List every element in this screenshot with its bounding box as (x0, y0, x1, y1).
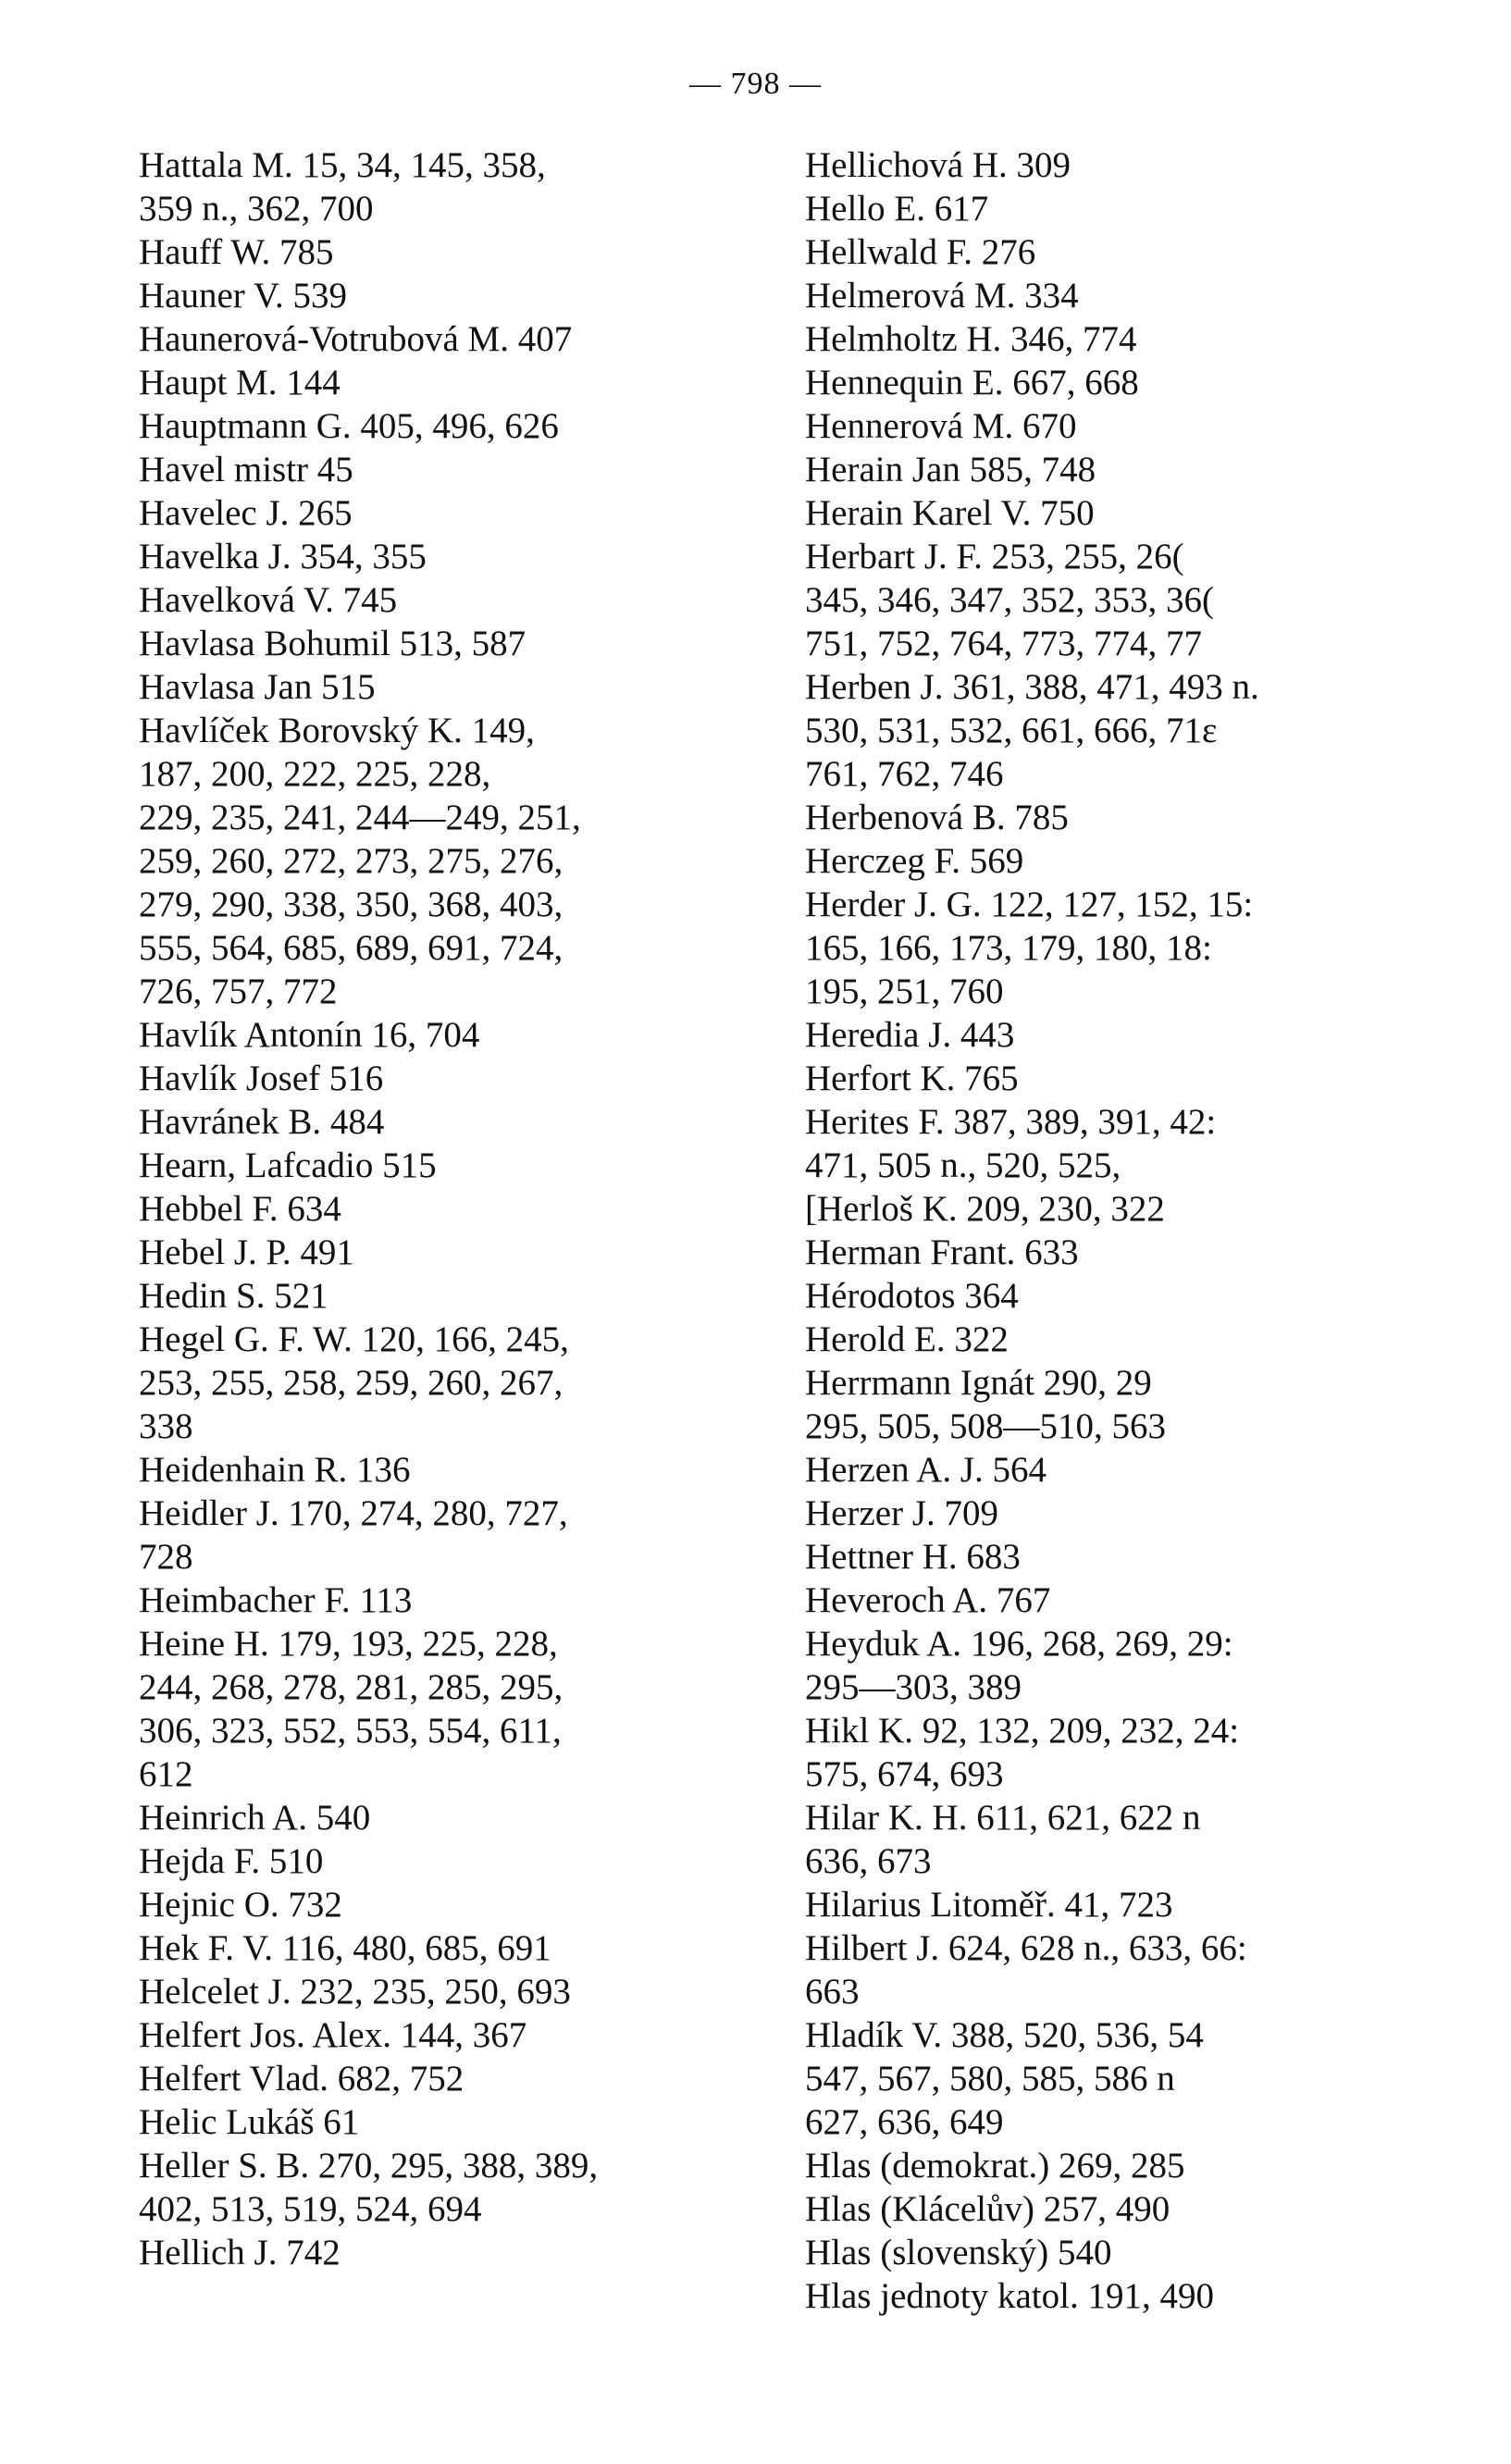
index-entry-heading: Herzen A. J. 564 (805, 1450, 1047, 1490)
index-entry (139, 1796, 768, 1839)
index-entry (805, 839, 1508, 883)
index-entry (805, 2274, 1508, 2318)
index-entry-heading: Heredia J. 443 (805, 1015, 1015, 1055)
index-entry-heading: Heyduk A. 196, 268, 269, 29: (805, 1624, 1233, 1664)
index-entry-heading: Hérodotos 364 (805, 1276, 1019, 1316)
index-entry-heading: Helmholtz H. 346, 774 (805, 319, 1137, 359)
index-entry (805, 491, 1508, 535)
index-entry-heading: Hlas (Klácelův) 257, 490 (805, 2189, 1170, 2229)
index-entry-heading: Havelková V. 745 (139, 580, 398, 620)
index-entry (139, 143, 768, 230)
index-entry-continuation: 575, 674, 693 (805, 1754, 1004, 1794)
index-entry-heading: Hellwald F. 276 (805, 232, 1036, 272)
index-entry (139, 1622, 768, 1796)
index-entry-heading: Hennequin E. 667, 668 (805, 363, 1139, 402)
index-entry (139, 1274, 768, 1318)
index-entry-heading: Hilar K. H. 611, 621, 622 n (805, 1798, 1201, 1838)
index-entry-continuation: 761, 762, 746 (805, 754, 1004, 794)
index-entry-heading: Helmerová M. 334 (805, 276, 1079, 316)
index-entry (139, 230, 768, 274)
index-entry (139, 622, 768, 665)
index-entry-heading: Hilbert J. 624, 628 n., 633, 66: (805, 1928, 1247, 1968)
index-entry-heading: Hedin S. 521 (139, 1276, 328, 1316)
index-entry-continuation: 195, 251, 760 (805, 972, 1004, 1011)
index-entry (805, 1100, 1508, 1187)
index-entry-heading: Herold E. 322 (805, 1319, 1009, 1359)
index-entry (139, 274, 768, 317)
index-entry (805, 317, 1508, 361)
index-entry-heading: Havlík Josef 516 (139, 1059, 384, 1098)
index-entry (139, 1579, 768, 1622)
index-entry-heading: Herain Karel V. 750 (805, 493, 1095, 533)
index-entry-heading: [Herloš K. 209, 230, 322 (805, 1189, 1165, 1229)
index-entry (139, 665, 768, 709)
index-entry-heading: Hilarius Litoměř. 41, 723 (805, 1885, 1173, 1925)
index-entry (805, 883, 1508, 1013)
index-entry-heading: Heidler J. 170, 274, 280, 727, (139, 1493, 568, 1533)
index-entry (139, 1492, 768, 1579)
index-entry-continuation: 547, 567, 580, 585, 586 n (805, 2059, 1175, 2099)
index-entry-heading: Hladík V. 388, 520, 536, 54 (805, 2015, 1204, 2055)
index-entry-continuation: 295, 505, 508—510, 563 (805, 1406, 1166, 1446)
index-entry-heading: Helic Lukáš 61 (139, 2102, 360, 2142)
index-entry (805, 1926, 1508, 2013)
index-entry (139, 491, 768, 535)
index-entry-continuation: 165, 166, 173, 179, 180, 18: (805, 928, 1212, 968)
index-entry-heading: Herain Jan 585, 748 (805, 450, 1096, 489)
index-entry (139, 709, 768, 1013)
index-entry-continuation: 244, 268, 278, 281, 285, 295, (139, 1667, 564, 1707)
index-entry-heading: Hearn, Lafcadio 515 (139, 1145, 437, 1185)
index-entry-heading: Herben J. 361, 388, 471, 493 n. (805, 667, 1259, 707)
index-entry-heading: Herbart J. F. 253, 255, 26( (805, 537, 1184, 576)
index-entry (139, 1057, 768, 1100)
index-entry-heading: Havelka J. 354, 355 (139, 537, 427, 576)
index-entry (139, 1970, 768, 2013)
index-entry-heading: Heimbacher F. 113 (139, 1580, 413, 1620)
index-entry-heading: Herfort K. 765 (805, 1059, 1019, 1098)
index-entry-continuation: 359 n., 362, 700 (139, 189, 374, 229)
index-entry-heading: Hebbel F. 634 (139, 1189, 341, 1229)
index-entry (139, 2144, 768, 2231)
index-entry (139, 448, 768, 491)
index-entry-continuation: 636, 673 (805, 1841, 932, 1881)
index-entry (805, 274, 1508, 317)
index-entry (139, 1100, 768, 1144)
index-entry (139, 1144, 768, 1187)
index-entry (805, 2013, 1508, 2144)
index-entry (805, 230, 1508, 274)
index-entry-continuation: 187, 200, 222, 225, 228, (139, 754, 491, 794)
index-entry (805, 404, 1508, 448)
index-entry (805, 1535, 1508, 1579)
index-entry-heading: Herbenová B. 785 (805, 798, 1069, 837)
index-entry (805, 1318, 1508, 1361)
index-entry (805, 1013, 1508, 1057)
index-entry-heading: Hek F. V. 116, 480, 685, 691 (139, 1928, 551, 1968)
index-entry-heading: Hellich J. 742 (139, 2233, 341, 2272)
index-entry (805, 143, 1508, 187)
index-entry-continuation: 728 (139, 1537, 193, 1577)
index-entry-heading: Heine H. 179, 193, 225, 228, (139, 1624, 558, 1664)
index-entry-continuation: 306, 323, 552, 553, 554, 611, (139, 1711, 562, 1751)
index-entry-heading: Hlas (demokrat.) 269, 285 (805, 2146, 1185, 2185)
index-entry (805, 187, 1508, 230)
index-entry-heading: Heidenhain R. 136 (139, 1450, 411, 1490)
index-entry (805, 1231, 1508, 1274)
index-entry-continuation: 259, 260, 272, 273, 275, 276, (139, 841, 564, 881)
index-entry-continuation: 627, 636, 649 (805, 2102, 1004, 2142)
index-entry (805, 1492, 1508, 1535)
index-entry (139, 1187, 768, 1231)
index-entry-heading: Havlasa Jan 515 (139, 667, 376, 707)
index-entry-heading: Hennerová M. 670 (805, 406, 1077, 446)
index-entry (139, 535, 768, 578)
index-entry-heading: Haupt M. 144 (139, 363, 341, 402)
index-entry-continuation: 471, 505 n., 520, 525, (805, 1145, 1121, 1185)
index-entry (805, 1579, 1508, 1622)
index-entry-continuation: 229, 235, 241, 244—249, 251, (139, 798, 581, 837)
index-entry-heading: Hauner V. 539 (139, 276, 347, 316)
index-entry-heading: Hejnic O. 732 (139, 1885, 342, 1925)
index-entry (139, 361, 768, 404)
index-entry (805, 1622, 1508, 1709)
index-entry-heading: Hebel J. P. 491 (139, 1232, 354, 1272)
index-entry-heading: Hlas jednoty katol. 191, 490 (805, 2276, 1214, 2316)
index-entry-heading: Havlík Antonín 16, 704 (139, 1015, 480, 1055)
index-entry (139, 317, 768, 361)
index-entry-heading: Helcelet J. 232, 235, 250, 693 (139, 1972, 571, 2012)
index-entry-heading: Herczeg F. 569 (805, 841, 1024, 881)
index-entry (139, 404, 768, 448)
index-entry (139, 2100, 768, 2144)
index-column-right (805, 143, 1508, 2318)
index-entry-heading: Herites F. 387, 389, 391, 42: (805, 1102, 1217, 1142)
index-entry (139, 2013, 768, 2057)
index-entry (139, 1318, 768, 1448)
index-entry (805, 1709, 1508, 1796)
index-entry (805, 535, 1508, 665)
index-entry-heading: Havelec J. 265 (139, 493, 353, 533)
index-entry-continuation: 612 (139, 1754, 193, 1794)
index-entry-heading: Hegel G. F. W. 120, 166, 245, (139, 1319, 569, 1359)
index-entry-heading: Hauptmann G. 405, 496, 626 (139, 406, 559, 446)
index-entry-heading: Herrmann Ignát 290, 29 (805, 1363, 1152, 1403)
index-entry (805, 1361, 1508, 1448)
index-entry-continuation: 279, 290, 338, 350, 368, 403, (139, 885, 564, 924)
index-entry-heading: Havránek B. 484 (139, 1102, 385, 1142)
index-entry (139, 578, 768, 622)
index-entry (805, 665, 1508, 796)
index-column-left (139, 143, 768, 2274)
index-entry-heading: Havel mistr 45 (139, 450, 353, 489)
index-entry-heading: Haunerová-Votrubová M. 407 (139, 319, 573, 359)
index-entry-heading: Hettner H. 683 (805, 1537, 1021, 1577)
index-entry (805, 796, 1508, 839)
index-entry-heading: Havlíček Borovský K. 149, (139, 711, 535, 750)
index-entry (139, 1448, 768, 1492)
index-entry-heading: Hejda F. 510 (139, 1841, 324, 1881)
index-entry-continuation: 253, 255, 258, 259, 260, 267, (139, 1363, 564, 1403)
index-entry-heading: Herder J. G. 122, 127, 152, 15: (805, 885, 1254, 924)
index-entry-heading: Herzer J. 709 (805, 1493, 998, 1533)
index-entry-continuation: 726, 757, 772 (139, 972, 338, 1011)
index-entry-heading: Hattala M. 15, 34, 145, 358, (139, 145, 546, 185)
index-entry-continuation: 751, 752, 764, 773, 774, 77 (805, 624, 1202, 663)
index-entry-heading: Heinrich A. 540 (139, 1798, 371, 1838)
index-entry (805, 448, 1508, 491)
index-entry-continuation: 530, 531, 532, 661, 666, 71ε (805, 711, 1218, 750)
index-entry (139, 1839, 768, 1883)
index-entry (805, 1883, 1508, 1926)
index-entry-continuation: 663 (805, 1972, 860, 2012)
index-entry (139, 2231, 768, 2274)
index-entry (139, 2057, 768, 2100)
index-entry (805, 1057, 1508, 1100)
index-entry-heading: Hauff W. 785 (139, 232, 334, 272)
index-entry-continuation: 295—303, 389 (805, 1667, 1022, 1707)
index-entry (139, 1926, 768, 1970)
index-entry (139, 1883, 768, 1926)
index-entry-heading: Hello E. 617 (805, 189, 989, 229)
index-entry-continuation: 338 (139, 1406, 193, 1446)
index-entry-continuation: 555, 564, 685, 689, 691, 724, (139, 928, 564, 968)
index-entry-heading: Helfert Jos. Alex. 144, 367 (139, 2015, 527, 2055)
index-entry (805, 1448, 1508, 1492)
index-entry-heading: Hikl K. 92, 132, 209, 232, 24: (805, 1711, 1240, 1751)
index-entry (139, 1013, 768, 1057)
index-entry (805, 2187, 1508, 2231)
index-entry-heading: Heller S. B. 270, 295, 388, 389, (139, 2146, 599, 2185)
index-entry-heading: Hlas (slovenský) 540 (805, 2233, 1112, 2272)
index-entry (805, 361, 1508, 404)
index-entry-heading: Havlasa Bohumil 513, 587 (139, 624, 526, 663)
index-entry (805, 1187, 1508, 1231)
index-entry-continuation: 402, 513, 519, 524, 694 (139, 2189, 482, 2229)
index-entry-heading: Heveroch A. 767 (805, 1580, 1051, 1620)
index-entry-heading: Hellichová H. 309 (805, 145, 1071, 185)
index-entry-continuation: 345, 346, 347, 352, 353, 36( (805, 580, 1214, 620)
index-entry-heading: Helfert Vlad. 682, 752 (139, 2059, 464, 2099)
index-entry (805, 1274, 1508, 1318)
index-entry (805, 2144, 1508, 2187)
page-number: — 798 — (689, 67, 822, 101)
index-entry (805, 1796, 1508, 1883)
index-entry (805, 2231, 1508, 2274)
index-entry (139, 1231, 768, 1274)
index-entry-heading: Herman Frant. 633 (805, 1232, 1079, 1272)
